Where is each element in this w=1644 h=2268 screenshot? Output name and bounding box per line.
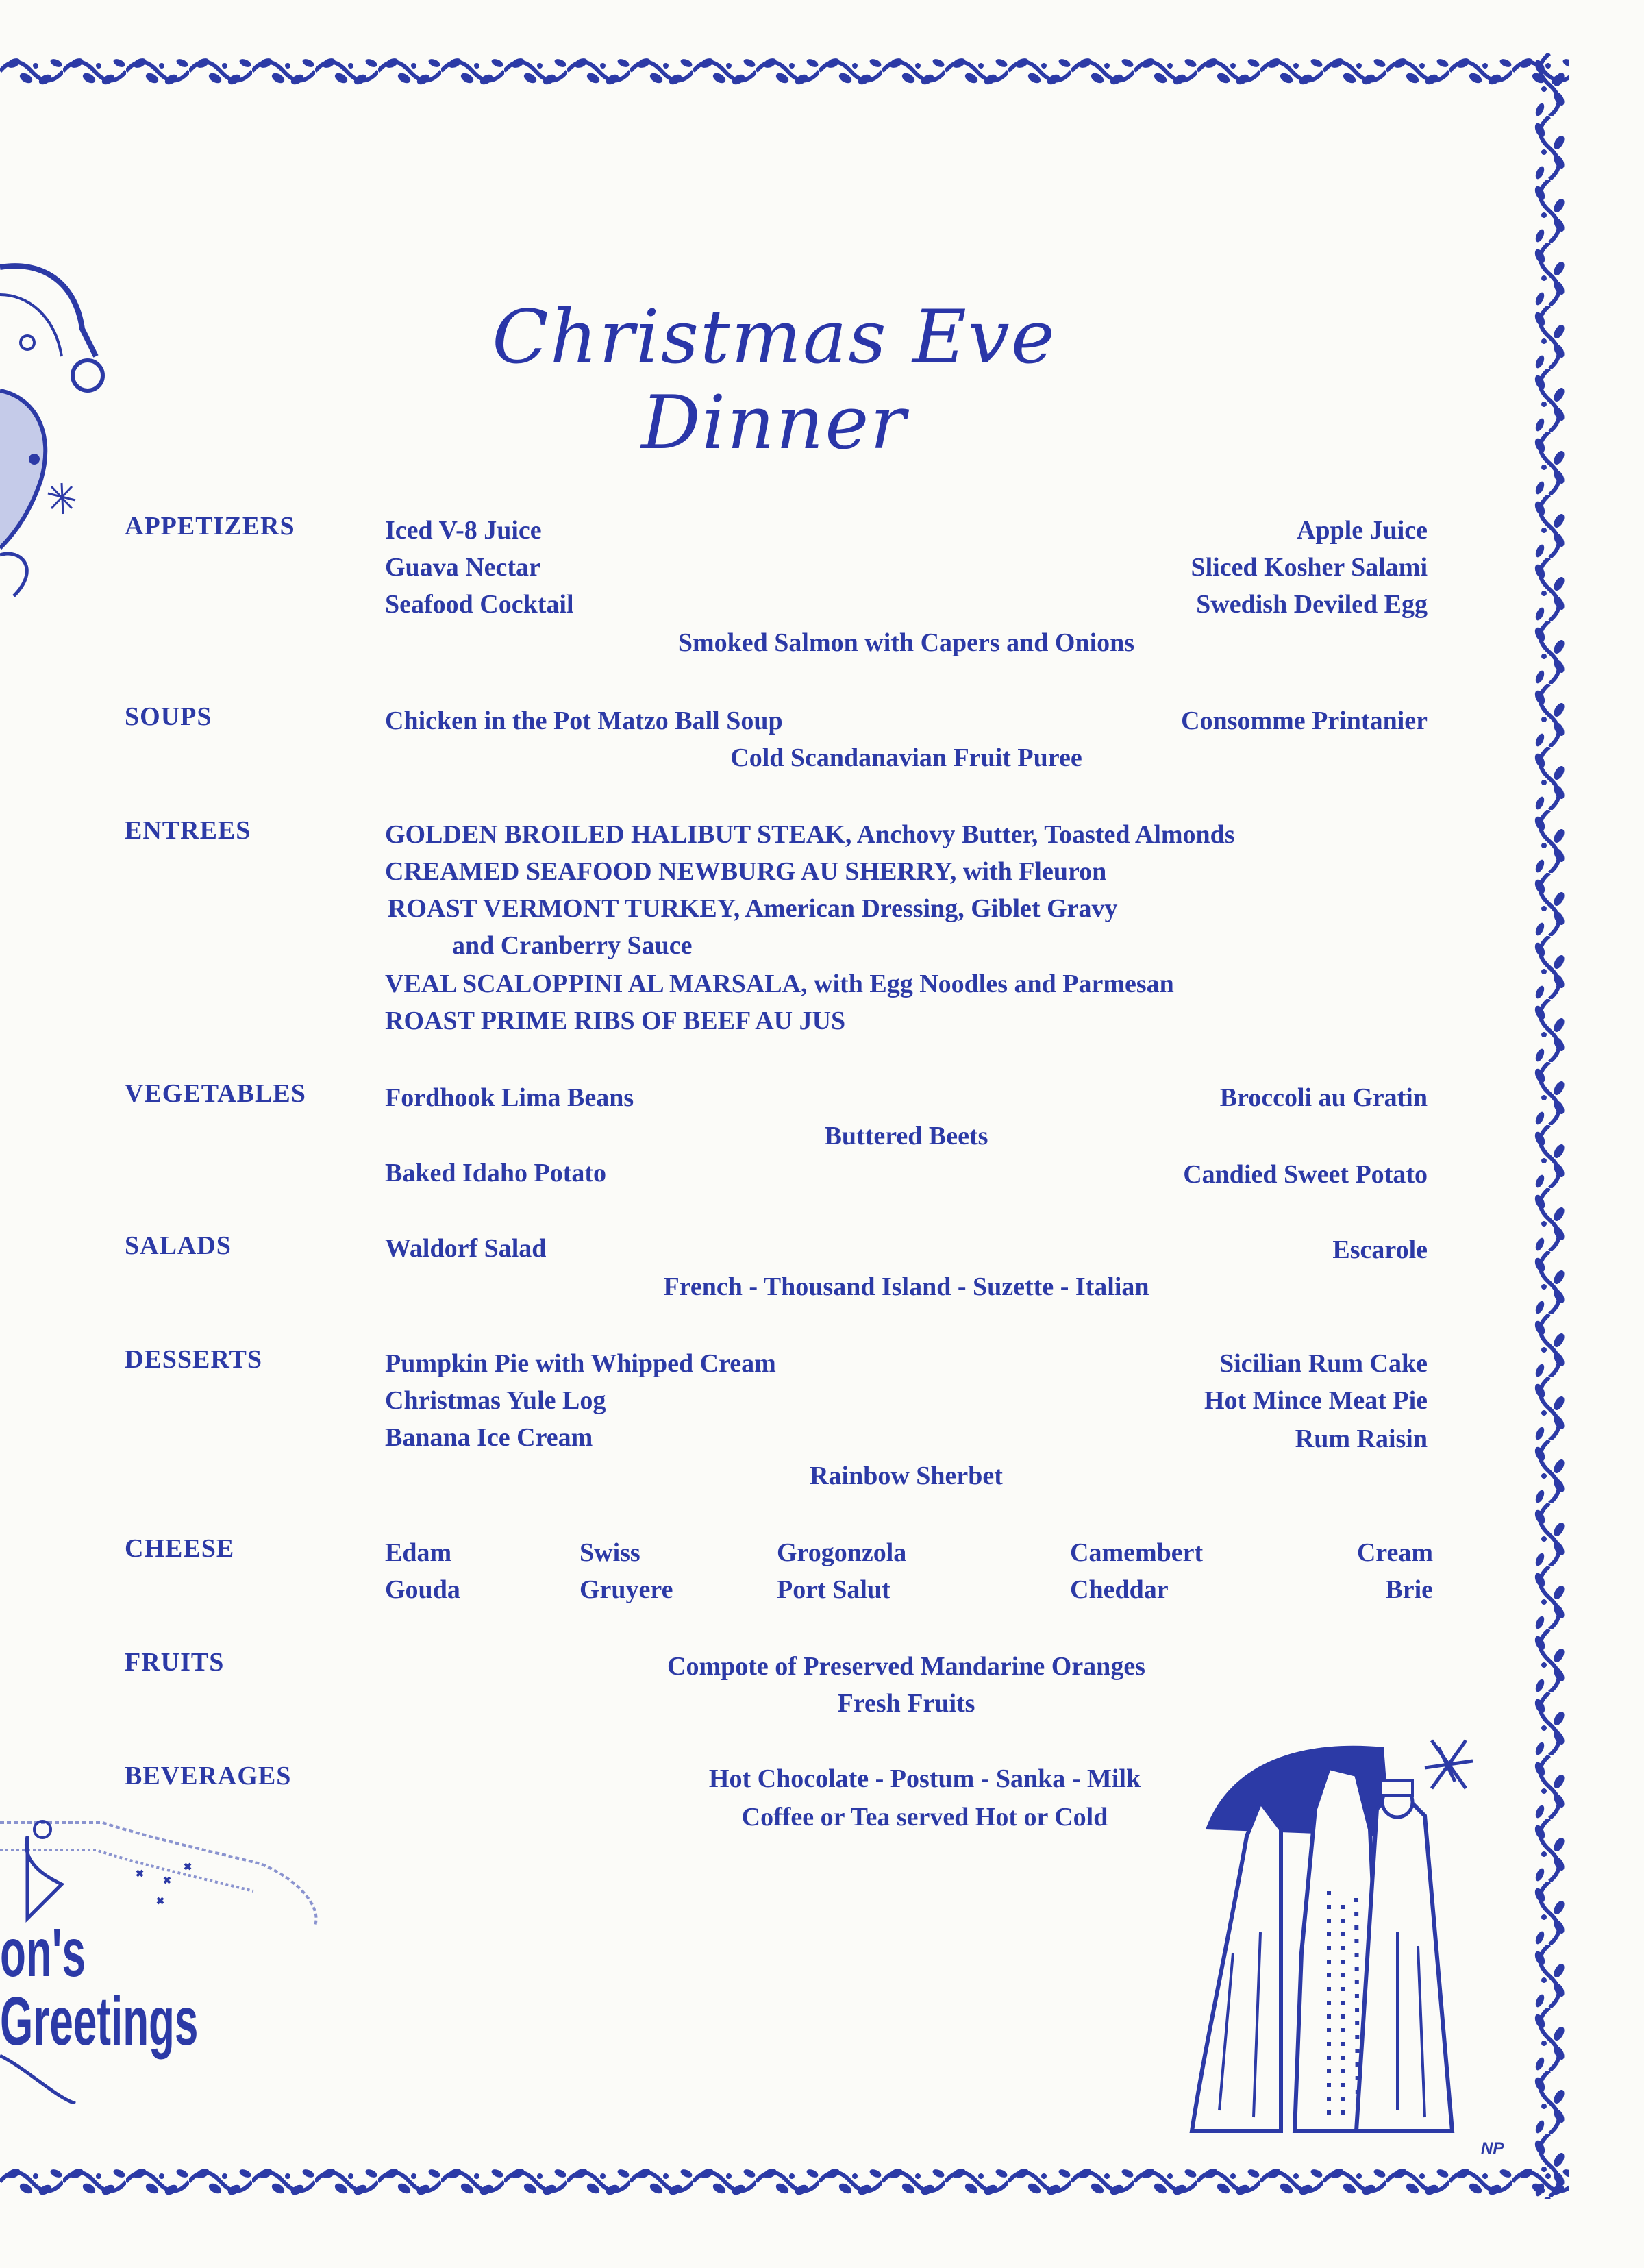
category-soups: SOUPS xyxy=(125,702,212,731)
category-appetizers: APPETIZERS xyxy=(125,512,295,541)
seasons-greetings-text: on's Greetings xyxy=(0,1914,199,2060)
menu-item: VEAL SCALOPPINI AL MARSALA, with Egg Noodles and Parmesan xyxy=(385,970,1174,998)
menu-item: Iced V-8 Juice xyxy=(385,516,542,545)
menu-item: and Cranberry Sauce xyxy=(452,931,693,960)
category-vegetables: VEGETABLES xyxy=(125,1079,306,1108)
menu-item: Gouda xyxy=(385,1575,460,1604)
menu-item: Sliced Kosher Salami xyxy=(1191,553,1428,582)
menu-item: Guava Nectar xyxy=(385,553,540,582)
seasons-greetings-illustration xyxy=(0,1809,329,2104)
menu-item: Cold Scandanavian Fruit Puree xyxy=(730,743,1082,772)
right-border-ornament xyxy=(1529,53,1570,2199)
menu-item: Banana Ice Cream xyxy=(385,1423,593,1452)
menu-item: Port Salut xyxy=(777,1575,891,1604)
menu-item: Smoked Salmon with Capers and Onions xyxy=(677,628,1135,657)
menu-item: Apple Juice xyxy=(1296,516,1428,545)
menu-item: Hot Mince Meat Pie xyxy=(1204,1386,1428,1415)
menu-item: Brie xyxy=(1385,1575,1433,1604)
menu-item: Rum Raisin xyxy=(1295,1425,1428,1453)
top-border-ornament xyxy=(0,53,1569,89)
menu-item: Fordhook Lima Beans xyxy=(385,1083,634,1112)
menu-item: Chicken in the Pot Matzo Ball Soup xyxy=(385,706,783,735)
menu-item: ROAST VERMONT TURKEY, American Dressing, Giblet Gravy xyxy=(388,894,1118,923)
menu-item: Fresh Fruits xyxy=(837,1689,975,1718)
menu-item: Baked Idaho Potato xyxy=(385,1159,607,1187)
menu-item: Edam xyxy=(385,1538,452,1567)
menu-title: Christmas Eve Dinner xyxy=(492,295,1056,466)
menu-item: Christmas Yule Log xyxy=(385,1386,606,1415)
category-beverages: BEVERAGES xyxy=(125,1762,292,1790)
menu-item: Hot Chocolate - Postum - Sanka - Milk xyxy=(708,1764,1141,1793)
category-cheese: CHEESE xyxy=(125,1534,235,1563)
category-desserts: DESSERTS xyxy=(125,1345,262,1374)
menu-item: Compote of Preserved Mandarine Oranges xyxy=(667,1652,1145,1681)
menu-item: CREAMED SEAFOOD NEWBURG AU SHERRY, with Fleuron xyxy=(385,857,1107,886)
menu-item: Swedish Deviled Egg xyxy=(1196,590,1428,619)
three-kings-illustration xyxy=(1178,1727,1493,2145)
menu-item: Swiss xyxy=(580,1538,640,1567)
menu-item: Escarole xyxy=(1332,1235,1428,1264)
menu-item: Gruyere xyxy=(580,1575,673,1604)
menu-item: Consomme Printanier xyxy=(1181,706,1428,735)
menu-item: Coffee or Tea served Hot or Cold xyxy=(741,1803,1108,1832)
menu-item: Camembert xyxy=(1070,1538,1204,1567)
menu-item: GOLDEN BROILED HALIBUT STEAK, Anchovy Butter, Toasted Almonds xyxy=(385,820,1235,849)
menu-item: ROAST PRIME RIBS OF BEEF AU JUS xyxy=(385,1007,846,1035)
category-fruits: FRUITS xyxy=(125,1648,225,1677)
bottom-border-ornament xyxy=(0,2164,1569,2199)
menu-item: Pumpkin Pie with Whipped Cream xyxy=(385,1349,776,1378)
menu-item: Broccoli au Gratin xyxy=(1219,1083,1428,1112)
santa-illustration xyxy=(0,254,110,624)
menu-item: Candied Sweet Potato xyxy=(1183,1160,1428,1189)
category-salads: SALADS xyxy=(125,1231,232,1260)
menu-item: Seafood Cocktail xyxy=(385,590,574,619)
menu-item: Buttered Beets xyxy=(824,1122,988,1150)
artist-initials: NP xyxy=(1481,2139,1504,2158)
menu-item: Cheddar xyxy=(1070,1575,1169,1604)
menu-item: Waldorf Salad xyxy=(385,1234,547,1263)
menu-item: Grogonzola xyxy=(777,1538,907,1567)
category-entrees: ENTREES xyxy=(125,816,251,845)
menu-item: Cream xyxy=(1356,1538,1433,1567)
menu-item: Sicilian Rum Cake xyxy=(1219,1349,1428,1378)
menu-item: Rainbow Sherbet xyxy=(810,1462,1003,1490)
menu-item: French - Thousand Island - Suzette - Italian xyxy=(663,1272,1149,1301)
